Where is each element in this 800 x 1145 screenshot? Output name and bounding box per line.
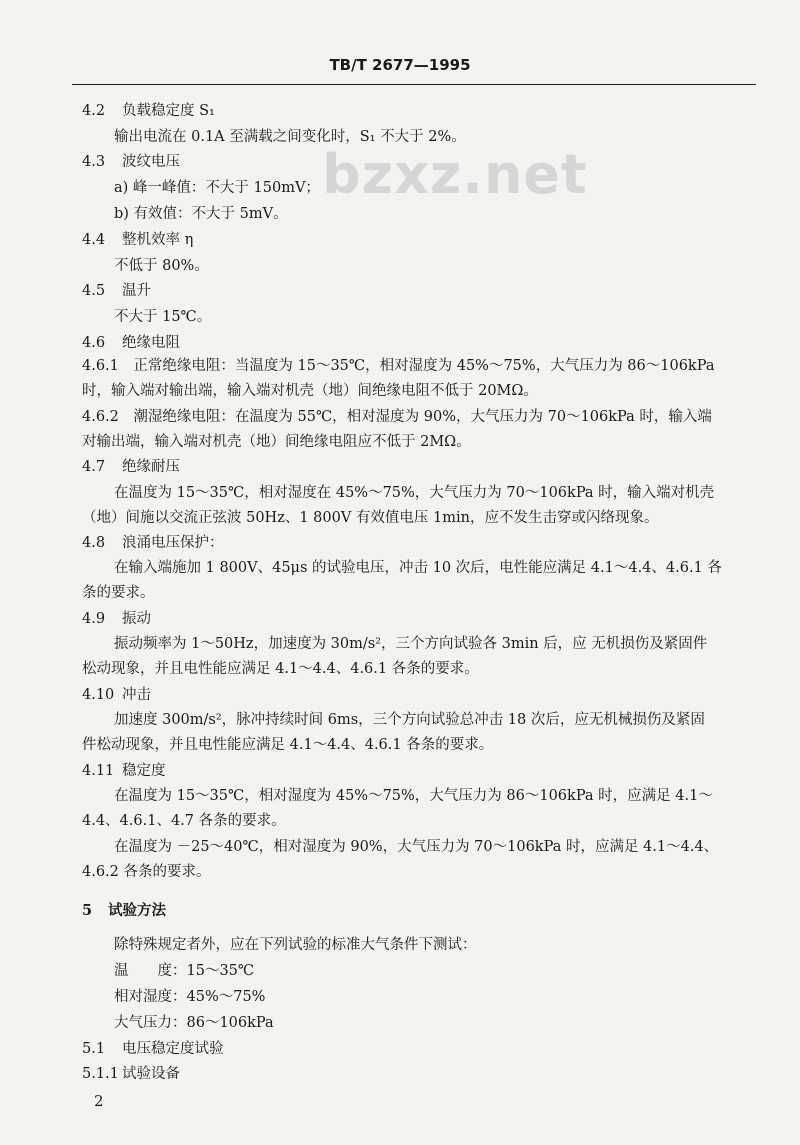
section-heading: 5.1.1 试验设备 xyxy=(82,1066,180,1082)
body-line: 件松动现象，并且电性能应满足 4.1～4.4、4.6.1 各条的要求。 xyxy=(82,737,494,753)
standard-code: TB/T 2677—1995 xyxy=(329,56,471,74)
body-line: 不低于 80%。 xyxy=(114,258,209,274)
body-line: 时，输入端对输出端，输入端对机壳（地）间绝缘电阻不低于 20MΩ。 xyxy=(82,383,538,399)
body-line: 振动频率为 1～50Hz，加速度为 30m/s²，三个方向试验各 3min 后，应 无机损伤及紧固件 xyxy=(114,636,708,652)
section-heading: 4.3 波纹电压 xyxy=(82,154,180,170)
body-line: 4.6.2 各条的要求。 xyxy=(82,864,211,880)
body-line: 在温度为 －25～40℃，相对湿度为 90%，大气压力为 70～106kPa 时，应满足 4.1～4.4、 xyxy=(114,839,719,855)
body-line: 在输入端施加 1 800V、45μs 的试验电压，冲击 10 次后，电性能应满足 4.1～4.4、4.6.1 各 xyxy=(114,560,722,576)
condition-pressure: 大气压力：86～106kPa xyxy=(114,1015,274,1031)
body-line: 条的要求。 xyxy=(82,585,155,601)
body-line: 4.6.2 潮湿绝缘电阻：在温度为 55℃，相对湿度为 90%，大气压力为 70～106kPa 时，输入端 xyxy=(82,409,712,425)
section-heading: 4.11 稳定度 xyxy=(82,763,166,779)
body-line: （地）间施以交流正弦波 50Hz、1 800V 有效值电压 1min，应不发生击穿或闪络现象。 xyxy=(82,510,659,526)
body-line: 在温度为 15～35℃，相对湿度在 45%～75%，大气压力为 70～106kPa 时，输入端对机壳 xyxy=(114,485,715,501)
section-heading: 5.1 电压稳定度试验 xyxy=(82,1041,224,1057)
section-heading: 4.7 绝缘耐压 xyxy=(82,459,180,475)
list-item: a) 峰一峰值：不大于 150mV； xyxy=(114,180,320,196)
section-heading: 4.5 温升 xyxy=(82,283,151,299)
section-heading: 4.6 绝缘电阻 xyxy=(82,335,180,351)
section-heading: 4.2 负载稳定度 S₁ xyxy=(82,103,215,119)
body-line: 加速度 300m/s²，脉冲持续时间 6ms，三个方向试验总冲击 18 次后，应无机械损伤及紧固 xyxy=(114,712,705,728)
chapter-heading: 5 试验方法 xyxy=(82,902,166,919)
section-heading: 4.4 整机效率 η xyxy=(82,232,194,248)
body-line: 除特殊规定者外，应在下列试验的标准大气条件下测试： xyxy=(114,937,477,953)
condition-humidity: 相对湿度：45%～75% xyxy=(114,989,266,1005)
section-heading: 4.8 浪涌电压保护： xyxy=(82,535,224,551)
header-rule xyxy=(72,84,756,85)
body-line: 松动现象，并且电性能应满足 4.1～4.4、4.6.1 各条的要求。 xyxy=(82,661,479,677)
body-line: 在温度为 15～35℃，相对湿度为 45%～75%，大气压力为 86～106kPa 时，应满足 4.1～ xyxy=(114,788,713,804)
body-line: 输出电流在 0.1A 至满载之间变化时，S₁ 不大于 2%。 xyxy=(114,129,466,145)
list-item: b) 有效值：不大于 5mV。 xyxy=(114,206,288,222)
section-heading: 4.10 冲击 xyxy=(82,687,151,703)
page-number: 2 xyxy=(94,1092,104,1110)
section-heading: 4.9 振动 xyxy=(82,611,151,627)
body-line: 4.6.1 正常绝缘电阻：当温度为 15～35℃，相对湿度为 45%～75%，大气压力为 86～106kPa xyxy=(82,358,715,374)
body-line: 不大于 15℃。 xyxy=(114,309,212,325)
body-line: 4.4、4.6.1、4.7 各条的要求。 xyxy=(82,813,286,829)
watermark: bzxz.net xyxy=(322,143,588,206)
condition-temperature: 温 度：15～35℃ xyxy=(114,963,255,979)
body-line: 对输出端，输入端对机壳（地）间绝缘电阻应不低于 2MΩ。 xyxy=(82,434,471,450)
